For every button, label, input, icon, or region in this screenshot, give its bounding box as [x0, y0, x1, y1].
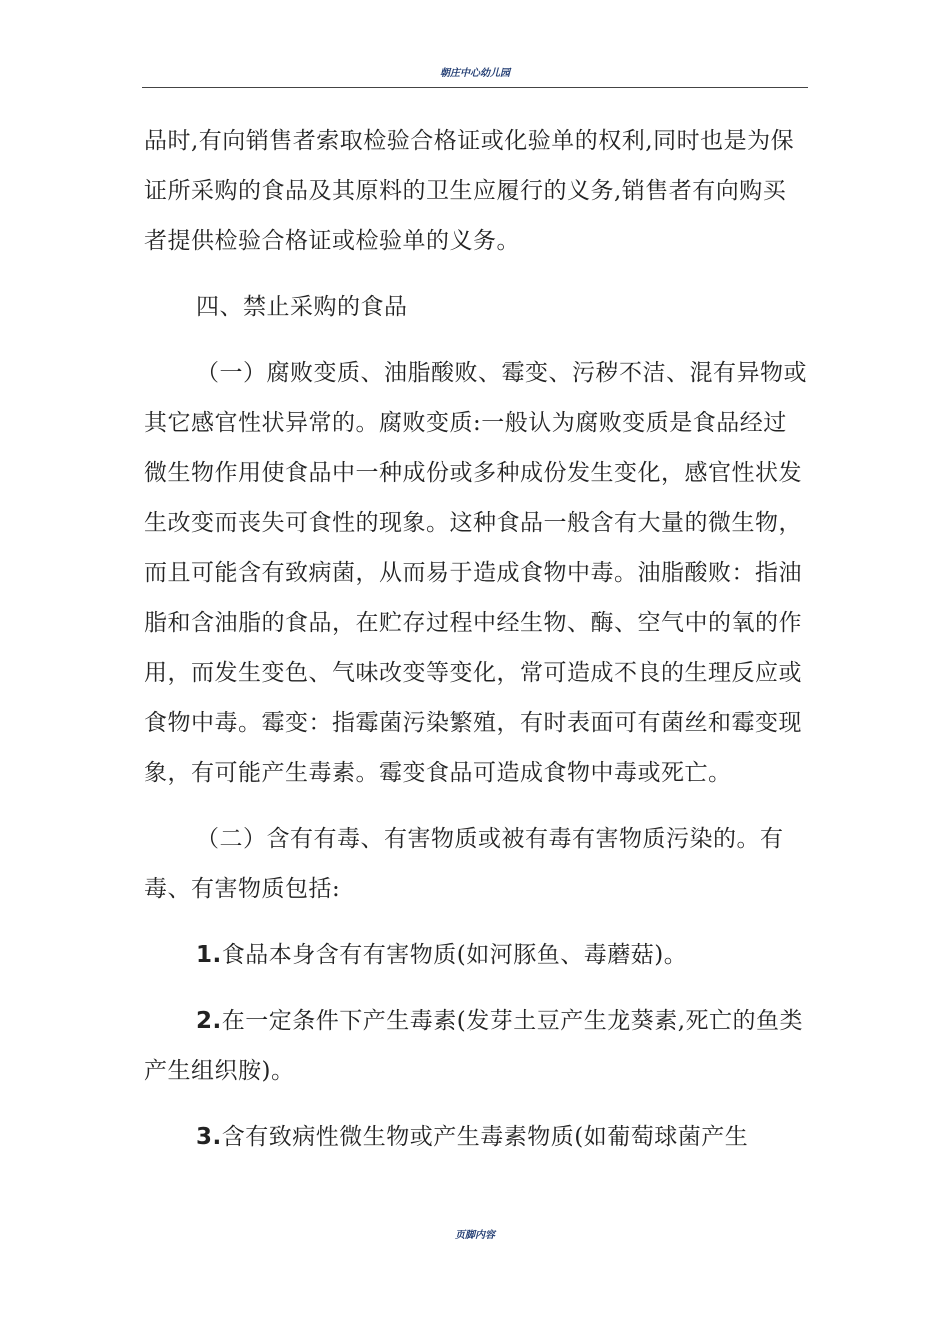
page-header: 朝庄中心幼儿园: [440, 68, 510, 79]
header-divider: [142, 87, 808, 88]
list-number: 2.: [196, 1008, 222, 1034]
page-footer: 页脚内容: [455, 1230, 495, 1241]
paragraph-item-one: （一）腐败变质、油脂酸败、霉变、污秽不洁、混有异物或其它感官性状异常的。腐败变质:一般认为腐败变质是食品经过微生物作用使食品中一种成份或多种成份发生变化，感官性状发生改变而丧失可食性的现象。这种食品一般含有大量的微生物，而且可能含有致病菌，从而易于造成食物中毒。油脂酸败：指油脂和含油脂的食品，在贮存过程中经生物、酶、空气中的氧的作用，而发生变色、气味改变等变化，常可造成不良的生理反应或食物中毒。霉变：指霉菌污染繁殖，有时表面可有菌丝和霉变现象，有可能产生毒素。霉变食品可造成食物中毒或死亡。: [144, 360, 807, 786]
section-heading: 四、禁止采购的食品: [196, 294, 408, 320]
list-number: 1.: [196, 942, 222, 968]
list-number: 3.: [196, 1124, 222, 1150]
list-text: 食品本身含有有害物质(如河豚鱼、毒蘑菇)。: [221, 942, 688, 968]
list-item-3: [144, 1112, 808, 1162]
document-body: [144, 116, 808, 1162]
list-item-2: [144, 996, 808, 1096]
paragraph-continuation: 品时,有向销售者索取检验合格证或化验单的权利,同时也是为保证所采购的食品及其原料的卫生应履行的义务,销售者有向购买者提供检验合格证或检验单的义务。: [144, 128, 795, 254]
list-text: 含有致病性微生物或产生毒素物质(如葡萄球菌产生: [221, 1124, 749, 1150]
list-text: 在一定条件下产生毒素(发芽土豆产生龙葵素,死亡的鱼类产生组织胺)。: [144, 1008, 804, 1084]
paragraph-item-two: （二）含有有毒、有害物质或被有毒有害物质污染的。有毒、有害物质包括:: [144, 826, 784, 902]
list-item-1: [144, 930, 808, 980]
